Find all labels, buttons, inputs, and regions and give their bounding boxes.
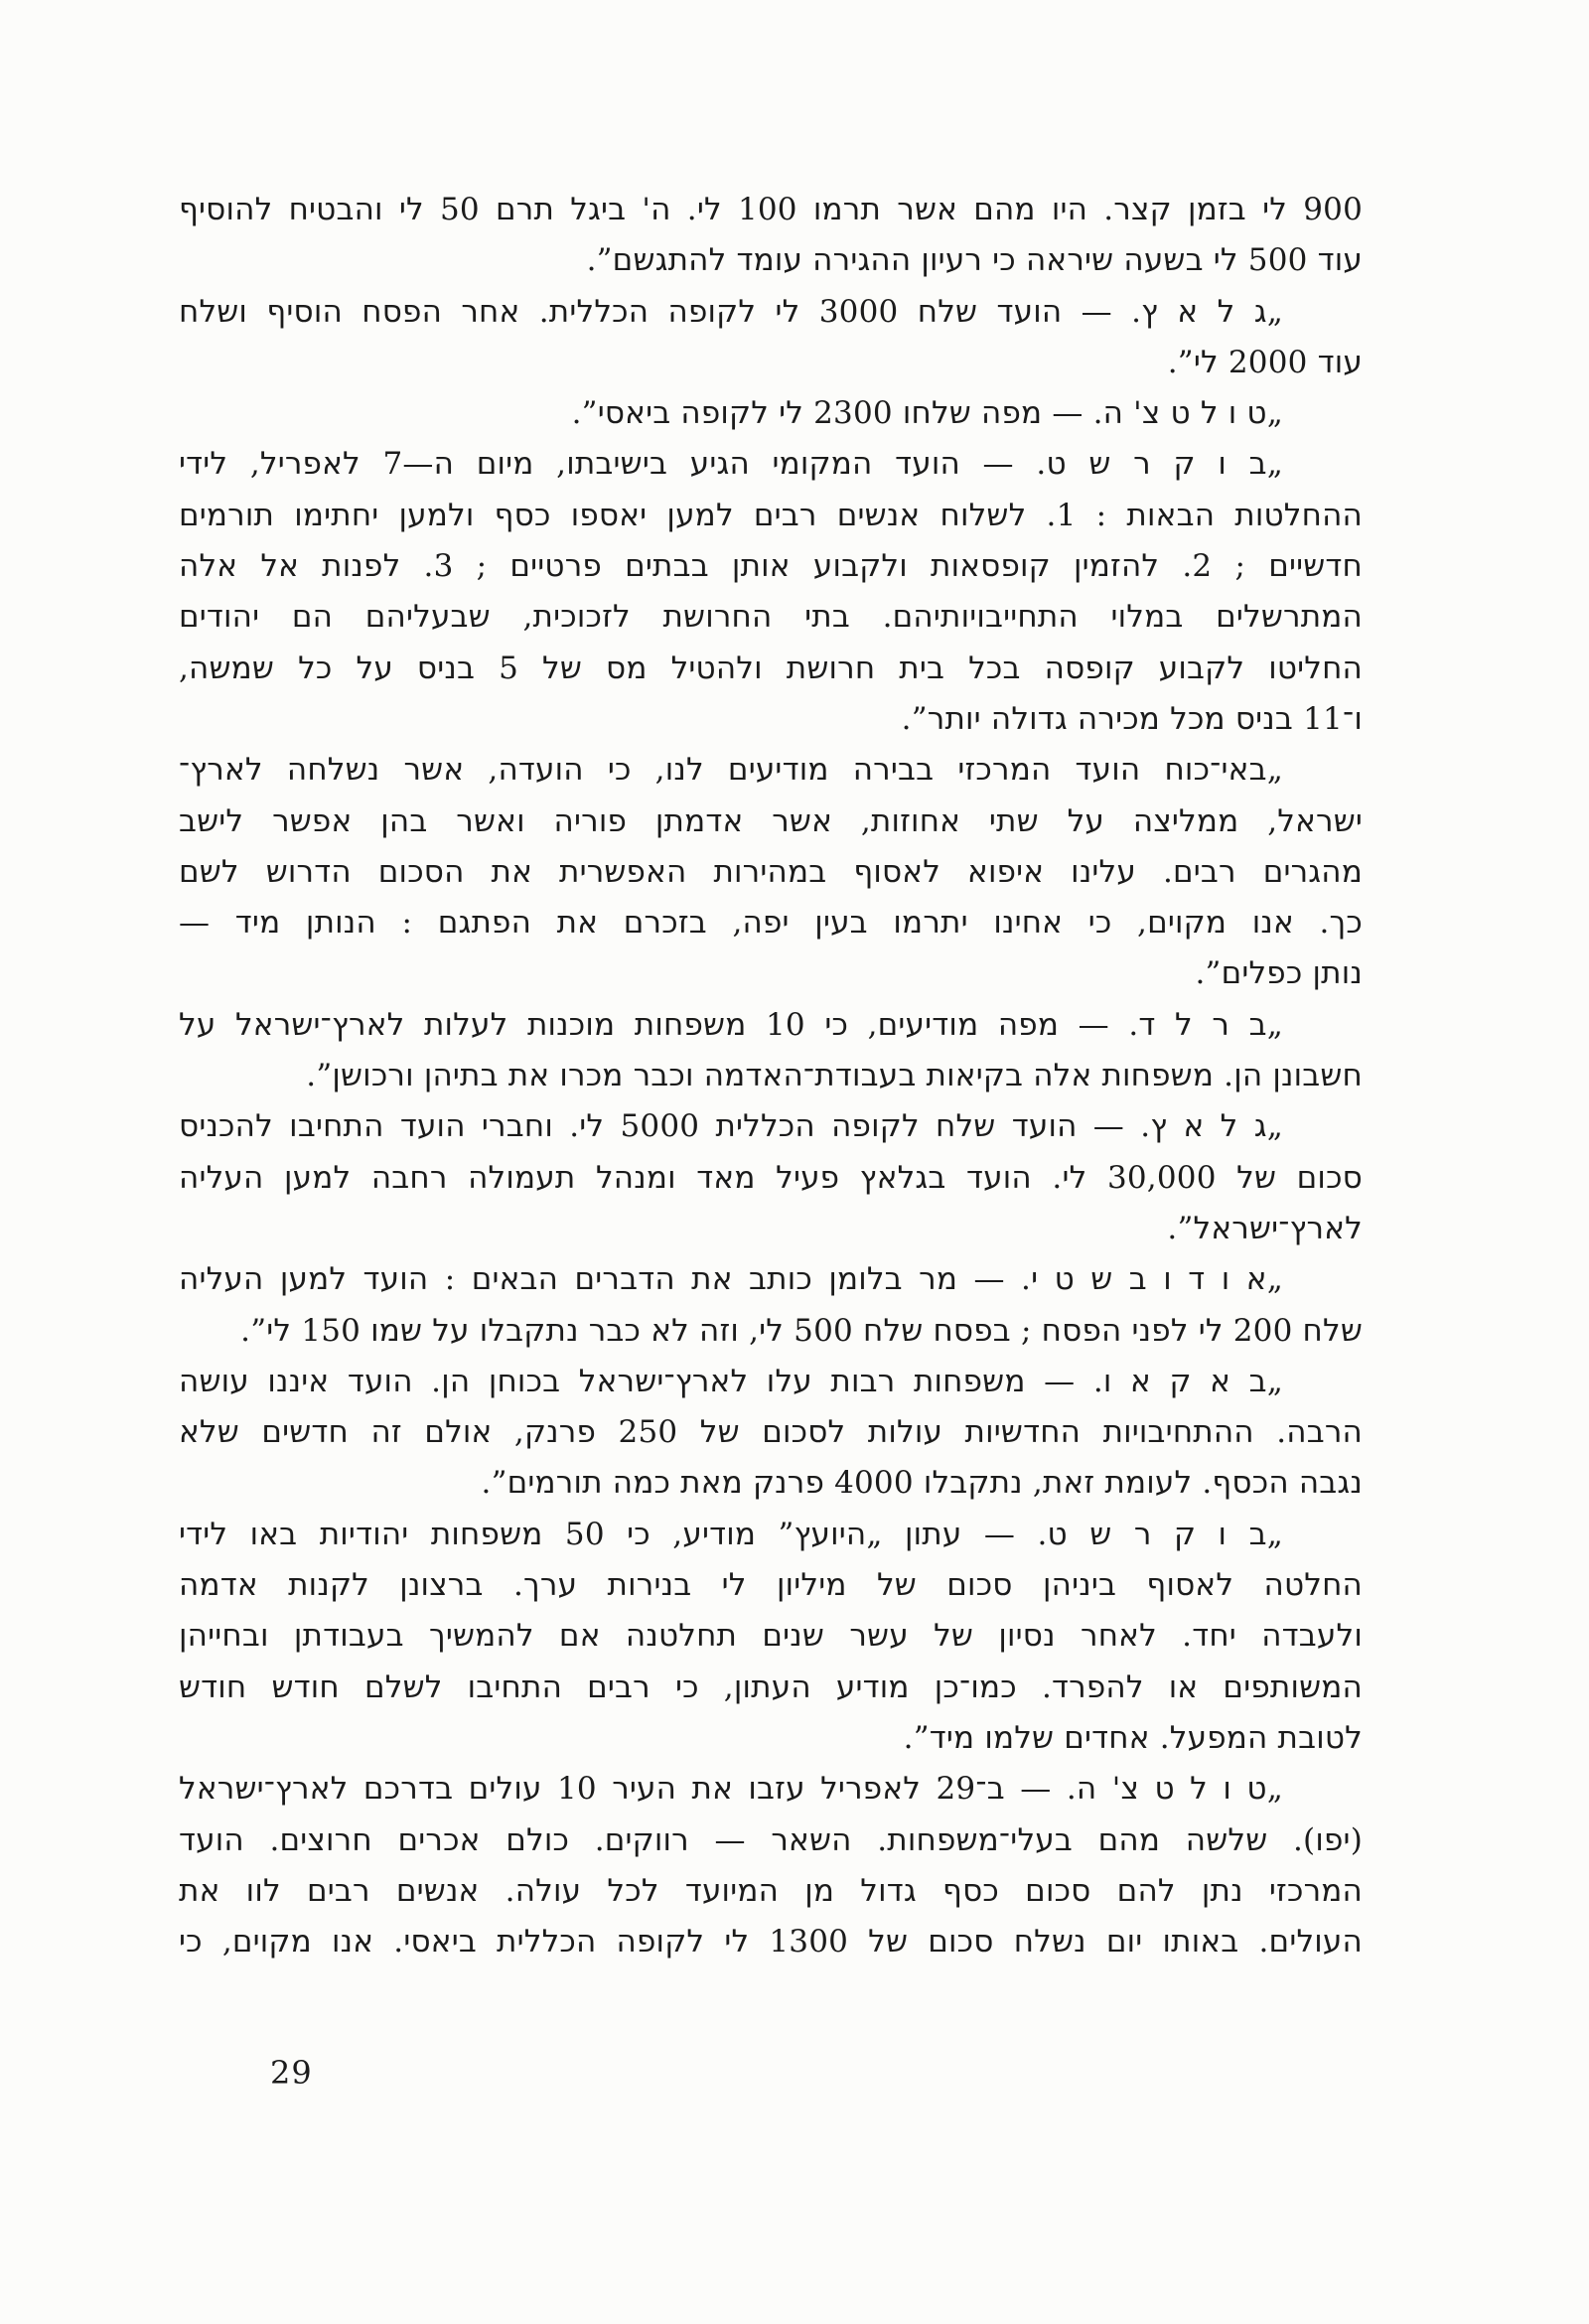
text-line: „באי־כוח הועד המרכזי בבירה מודיעים לנו, כי הועדה, אשר נשלחה לארץ־ [179, 752, 1283, 789]
text-line: 900 לי בזמן קצר. היו מהם אשר תרמו 100 לי. ה' ביגל תרם 50 לי והבטיח להוסיף [179, 192, 1363, 227]
text-line: „ג ל א ץ. — הועד שלח 3000 לי לקופה הכללית. אחר הפסח הוסיף ושלח [179, 293, 1283, 330]
text-line: סכום של 30,000 לי. הועד בגלאץ פעיל מאד ומנהל תעמולה רחבה למען העליה [179, 1159, 1363, 1196]
text-line: שלח 200 לי לפני הפסח ; בפסח שלח 500 לי, וזה לא כבר נתקבלו על שמו 150 לי”. [240, 1312, 1363, 1349]
text-line: ישראל, ממליצה על שתי אחוזות, אשר אדמתן פוריה ואשר בהן אפשר לישב [179, 802, 1363, 839]
text-line: נותן כפלים”. [1195, 955, 1363, 992]
text-line: „ב ו ק ר ש ט. — הועד המקומי הגיע בישיבתו, מיום ה—7 לאפריל, לידי [179, 446, 1283, 483]
text-line: כך. אנו מקוים, כי אחינו יתרמו בעין יפה, בזכרם את הפתגם : הנותן מיד — [179, 905, 1363, 942]
text-line: המתרשלים במלוי התחייבויותיהם. בתי החרושת לזכוכית, שבעליהם הם יהודים [179, 599, 1363, 636]
text-line: „ב ו ק ר ש ט. — עתון „היועץ” מודיע, כי 50 משפחות יהודיות באו לידי [179, 1516, 1283, 1552]
text-line: עוד 2000 לי”. [1167, 344, 1363, 380]
text-line: ההחלטות הבאות : 1. לשלוח אנשים רבים למען יאספו כסף ולמען יחתימו תורמים [179, 497, 1363, 533]
text-line: חדשיים ; 2. להזמין קופסאות ולקבוע אותן בבתים פרטיים ; 3. לפנות אל אלה [179, 548, 1363, 585]
text-line: „ב א ק א ו. — משפחות רבות עלו לארץ־ישראל בכוחן הן. הועד איננו עושה [179, 1363, 1283, 1399]
text-line: נגבה הכסף. לעומת זאת, נתקבלו 4000 פרנק מאת כמה תורמים”. [481, 1465, 1363, 1502]
text-line: „ב ר ל ד. — מפה מודיעים, כי 10 משפחות מוכנות לעלות לארץ־ישראל על [179, 1006, 1283, 1043]
text-line: ו־11 בניס מכל מכירה גדולה יותר”. [901, 700, 1363, 737]
text-line: החליטו לקבוע קופסה בכל בית חרושת ולהטיל מס של 5 בניס על כל שמשה, [179, 650, 1363, 686]
text-line: הרבה. ההתחיבויות החדשיות עולות לסכום של 250 פרנק, אולם זה חדשים שלא [179, 1414, 1363, 1451]
text-line: „ג ל א ץ. — הועד שלח לקופה הכללית 5000 לי. וחברי הועד התחיבו להכניס [179, 1108, 1283, 1145]
text-line: החלטה לאסוף ביניהן סכום של מיליון לי בנירות ערך. ברצונן לקנות אדמה [179, 1567, 1363, 1604]
text-line: (יפו). שלשה מהם בעלי־משפחות. השאר — רווקים. כולם אכרים חרוצים. הועד [179, 1821, 1363, 1858]
text-line: המשותפים או להפרד. כמו־כן מודיע העתון, כי רבים התחיבו לשלם חודש חודש [179, 1669, 1363, 1705]
text-line: „א ו ד ו ב ש ט י. — מר בלומן כותב את הדברים הבאים : הועד למען העליה [179, 1261, 1283, 1298]
text-line: עוד 500 לי בשעה שיראה כי רעיון ההגירה עומד להתגשם”. [586, 242, 1363, 279]
text-line: „ט ו ל ט צ' ה. — ב־29 לאפריל עזבו את העיר 10 עולים בדרכם לארץ־ישראל [179, 1771, 1283, 1808]
text-line: ולעבדה יחד. לאחר נסיון של עשר שנים תחלטנה אם להמשיך בעבודתן ובחייהן [179, 1618, 1363, 1655]
text-line: העולים. באותו יום נשלח סכום של 1300 לי לקופה הכללית ביאסי. אנו מקוים, כי [179, 1924, 1363, 1961]
text-block [179, 185, 1363, 1967]
text-line: „ט ו ל ט צ' ה. — מפה שלחו 2300 לי לקופה ביאסי”. [571, 395, 1283, 432]
text-line: המרכזי נתן להם סכום כסף גדול מן המיועד לכל עולה. אנשים רבים לוו את [179, 1872, 1363, 1909]
text-line: לטובת המפעל. אחדים שלמו מיד”. [903, 1719, 1363, 1756]
text-line: מהגרים רבים. עלינו איפוא לאסוף במהירות האפשרית את הסכום הדרוש לשם [179, 853, 1363, 890]
page-number: 29 [270, 2054, 313, 2092]
text-line: חשבונן הן. משפחות אלה בקיאות בעבודת־האדמה וכבר מכרו את בתיהן ורכושן”. [306, 1058, 1363, 1094]
text-line: לארץ־ישראל”. [1167, 1210, 1363, 1246]
